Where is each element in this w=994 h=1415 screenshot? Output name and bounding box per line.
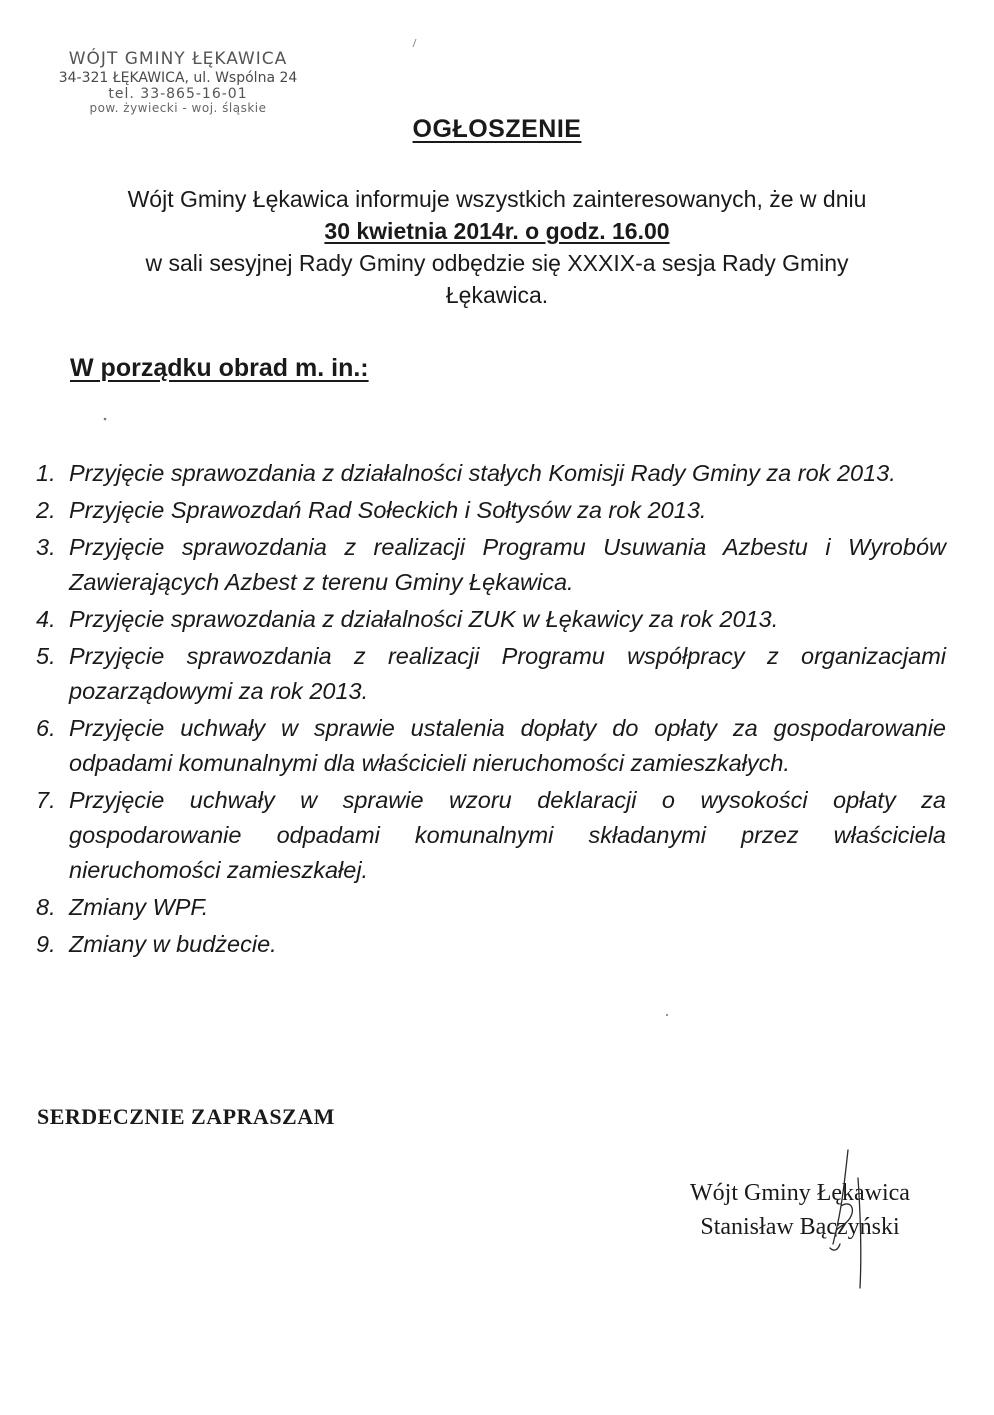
agenda-item (36, 890, 946, 925)
stamp-region: pow. żywiecki - woj. śląskie (89, 100, 267, 115)
agenda-item-number: 2. (36, 497, 56, 523)
stamp-address: 34-321 ŁĘKAWICA, ul. Wspólna 24 (58, 69, 298, 86)
agenda-list (36, 456, 946, 964)
signatory-name: Stanisław Bączyński (700, 1214, 900, 1240)
office-stamp (58, 50, 298, 116)
agenda-item-text: Przyjęcie sprawozdania z działalności ZUK w Łękawicy za rok 2013. (69, 606, 779, 632)
agenda-item-text: Przyjęcie uchwały w sprawie wzoru deklaracji o wysokości opłaty za gospodarowanie odpadami komunalnymi składanymi przez właściciela nieruchomości zamieszkałej. (69, 787, 946, 883)
scan-speck-icon (412, 38, 418, 48)
session-date: 30 kwietnia 2014r. o godz. 16.00 (324, 218, 670, 244)
agenda-item-number: 6. (36, 715, 56, 741)
agenda-title: W porządku obrad m. in.: (70, 354, 369, 382)
agenda-item-text: Przyjęcie Sprawozdań Rad Sołeckich i Sołtysów za rok 2013. (69, 497, 707, 523)
intro-line-3: w sali sesyjnej Rady Gminy odbędzie się XXXIX-a sesja Rady Gminy (145, 250, 849, 276)
agenda-item-text: Przyjęcie sprawozdania z działalności stałych Komisji Rady Gminy za rok 2013. (69, 460, 896, 486)
agenda-item-text: Przyjęcie uchwały w sprawie ustalenia dopłaty do opłaty za gospodarowanie odpadami komunalnymi dla właścicieli nieruchomości zamieszkałych. (69, 715, 946, 776)
stamp-phone: tel. 33-865-16-01 (108, 85, 248, 102)
agenda-item (36, 639, 946, 709)
agenda-item-text: Przyjęcie sprawozdania z realizacji Programu współpracy z organizacjami pozarządowymi za rok 2013. (69, 643, 946, 704)
agenda-item-text: Zmiany WPF. (69, 894, 209, 920)
signatory-title: Wójt Gminy Łękawica (690, 1180, 910, 1206)
agenda-item-number: 7. (36, 787, 56, 813)
agenda-item-text: Przyjęcie sprawozdania z realizacji Programu Usuwania Azbestu i Wyrobów Zawierających Azbest z terenu Gminy Łękawica. (69, 534, 946, 595)
intro-line-1: Wójt Gminy Łękawica informuje wszystkich zainteresowanych, że w dniu (127, 186, 867, 212)
intro-line-4: Łękawica. (445, 282, 549, 308)
agenda-item-number: 1. (36, 460, 56, 486)
scan-speck-icon (664, 1012, 670, 1018)
agenda-item-number: 9. (36, 931, 56, 957)
closing-invitation: SERDECZNIE ZAPRASZAM (37, 1104, 335, 1129)
agenda-item-text: Zmiany w budżecie. (69, 931, 277, 957)
agenda-item (36, 493, 946, 528)
scan-speck-icon (102, 416, 108, 422)
agenda-item (36, 456, 946, 491)
stamp-office-name: WÓJT GMINY ŁĘKAWICA (68, 49, 288, 69)
agenda-item-number: 4. (36, 606, 56, 632)
agenda-item (36, 530, 946, 600)
agenda-item-number: 5. (36, 643, 56, 669)
agenda-item (36, 602, 946, 637)
agenda-item-number: 8. (36, 894, 56, 920)
signature-block (640, 1176, 960, 1244)
document-title: OGŁOSZENIE (412, 115, 582, 143)
agenda-item (36, 927, 946, 962)
agenda-item (36, 783, 946, 888)
announcement-intro (40, 183, 954, 311)
agenda-item (36, 711, 946, 781)
agenda-item-number: 3. (36, 534, 56, 560)
